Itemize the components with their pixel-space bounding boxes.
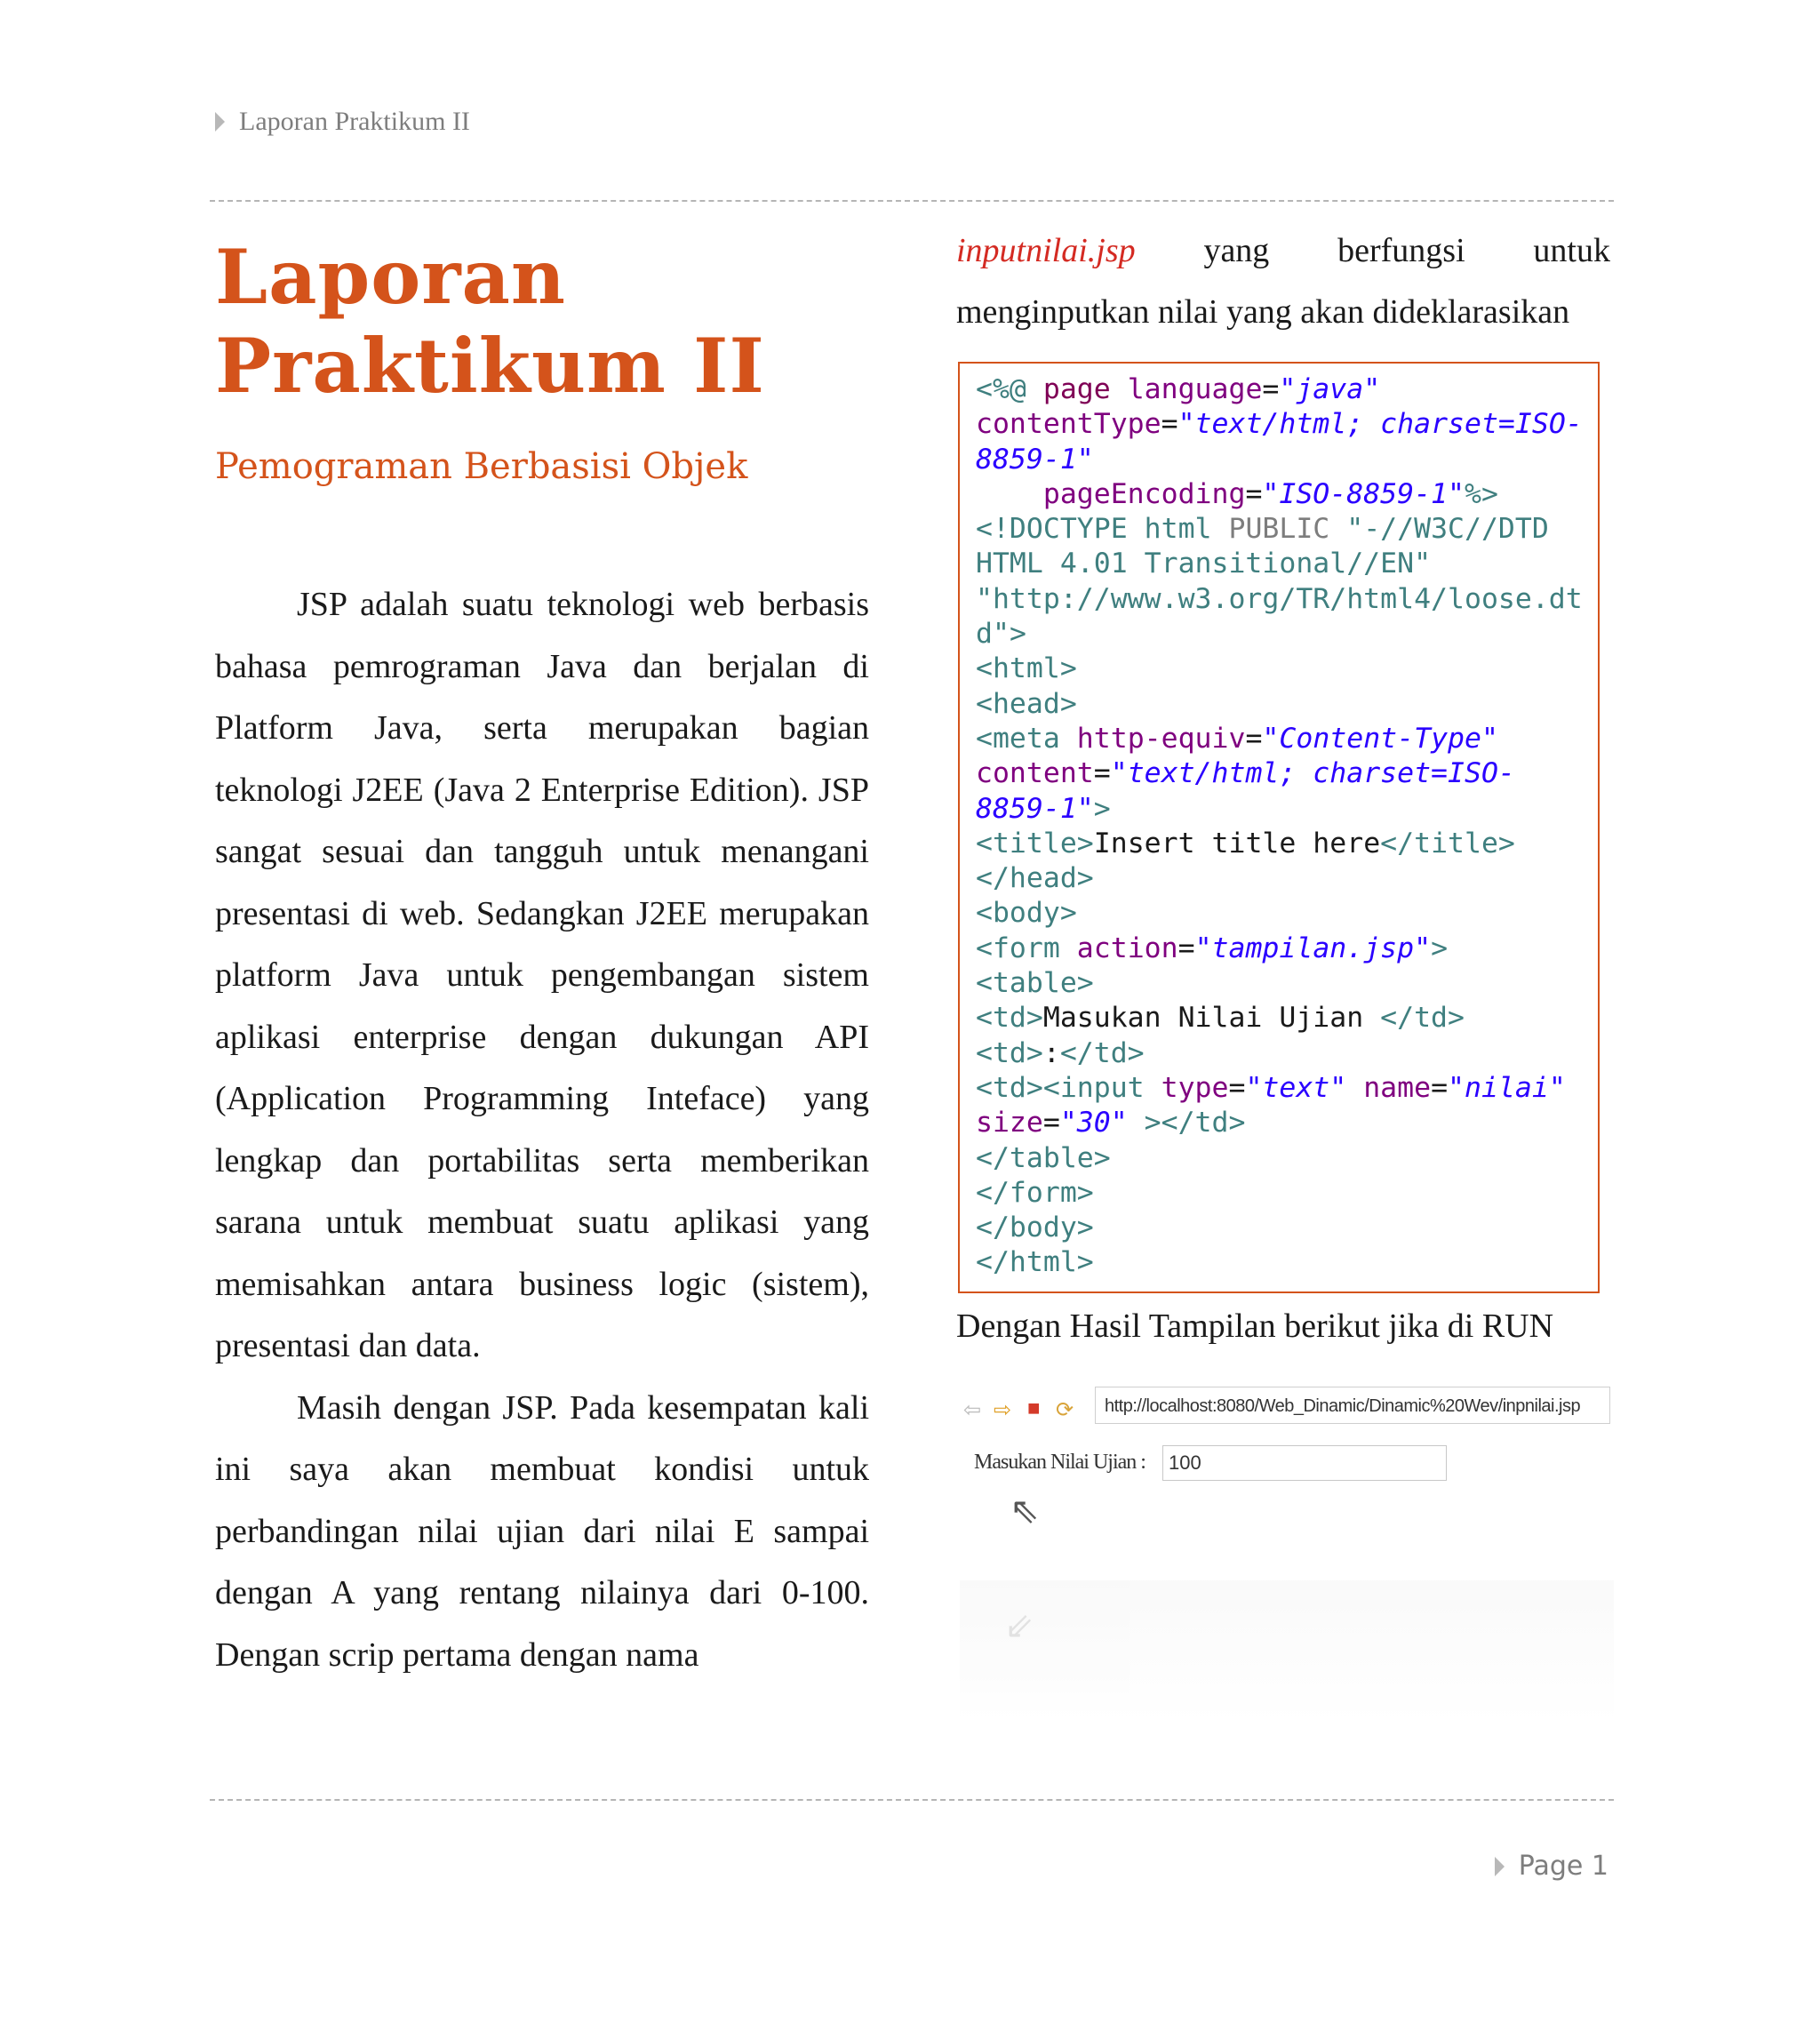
form-label: Masukan Nilai Ujian : (974, 1451, 1145, 1474)
code-listing (958, 362, 1600, 1293)
running-header (215, 107, 470, 137)
back-arrow-icon: ⇦ (963, 1399, 982, 1422)
forward-arrow-icon: ⇨ (994, 1399, 1012, 1422)
code-line: <html> (976, 652, 1077, 685)
code-line: d"> (976, 618, 1026, 651)
code-line: 8859-1"> (976, 792, 1111, 825)
address-bar: http://localhost:8080/Web_Dinamic/Dinamic%20Wev/inpnilai.jsp (1095, 1387, 1610, 1424)
header-text: Laporan Praktikum II (239, 107, 470, 136)
intro-text (956, 220, 1610, 343)
reflected-cursor-icon: ⇖ (1004, 1608, 1034, 1648)
code-line: <td>Masukan Nilai Ujian </td> (976, 1002, 1465, 1035)
code-line: </body> (976, 1211, 1094, 1244)
code-line: <head> (976, 687, 1077, 720)
code-line: 8859-1" (976, 443, 1094, 476)
intro-rest: yang berfungsi untuk menginputkan nilai yang akan dideklarasikan (956, 232, 1610, 331)
code-line: <body> (976, 897, 1077, 930)
paragraph-1: JSP adalah suatu teknologi web berbasis bahasa pemrograman Java dan berjalan di Platform Java, serta merupakan bagian teknologi J2EE (Java 2 Enterprise Edition). JSP sangat sesuai dan tangguh untuk menangani presentasi di web. Sedangkan J2EE merupakan platform Java untuk pengembangan sistem aplikasi enterprise dengan dukungan API (Application Programming Inteface) yang lengkap dan portabilitas serta memberikan sarana untuk membuat suatu aplikasi yang memisahkan antara business logic (sistem), presentasi dan data. (215, 586, 869, 1364)
document-title (215, 233, 869, 411)
code-line: </form> (976, 1176, 1094, 1209)
code-line: "http://www.w3.org/TR/html4/loose.dt (976, 582, 1583, 615)
page-number: Page 1 (1518, 1851, 1608, 1882)
left-column (215, 233, 869, 1686)
result-caption: Dengan Hasil Tampilan berikut jika di RUN (956, 1307, 1554, 1345)
mouse-cursor-icon: ⇖ (1010, 1491, 1040, 1531)
code-line: <td><input type="text" name="nilai" (976, 1071, 1566, 1104)
browser-toolbar (960, 1378, 1614, 1431)
code-line: <meta http-equiv="Content-Type" (976, 722, 1498, 755)
code-line: pageEncoding="ISO-8859-1"%> (1042, 477, 1498, 510)
screenshot-reflection (960, 1580, 1614, 1723)
stop-icon: ■ (1027, 1397, 1041, 1420)
code-line: contentType="text/html; charset=ISO- (976, 408, 1583, 441)
code-line: <form action="tampilan.jsp"> (976, 932, 1449, 964)
page-footer (1495, 1851, 1608, 1882)
footer-divider (210, 1799, 1614, 1801)
filename: inputnilai.jsp (956, 232, 1136, 269)
code-line: <%@ page language="java" (976, 373, 1381, 405)
code-line: <title>Insert title here</title> (976, 827, 1515, 860)
triangle-bullet-icon (1495, 1857, 1505, 1876)
header-divider (210, 200, 1614, 202)
code-line: <!DOCTYPE html PUBLIC "-//W3C//DTD (976, 513, 1549, 546)
code-line: </table> (976, 1141, 1111, 1174)
code-line: </html> (976, 1246, 1094, 1279)
document-subtitle: Pemograman Berbasisi Objek (215, 446, 748, 487)
code-line: content="text/html; charset=ISO- (976, 757, 1515, 790)
title-line-2: Praktikum II (215, 322, 765, 410)
code-line: <table> (976, 967, 1094, 1000)
code-line: <td>:</td> (976, 1036, 1145, 1069)
paragraph-2: Masih dengan JSP. Pada kesempatan kali ini saya akan membuat kondisi untuk perbandingan nilai ujian dari nilai E sampai dengan A yang rentang nilainya dari 0-100. Dengan scrip pertama dengan nama (215, 1388, 869, 1674)
code-line: size="30" ></td> (976, 1107, 1246, 1139)
title-line-1: Laporan (215, 233, 567, 321)
code-line: </head> (976, 862, 1094, 895)
browser-screenshot (960, 1378, 1614, 1648)
right-column-intro (956, 220, 1610, 343)
code-line: HTML 4.01 Transitional//EN" (976, 548, 1432, 580)
nilai-input: 100 (1162, 1445, 1447, 1481)
triangle-bullet-icon (215, 112, 225, 132)
refresh-icon: ⟳ (1056, 1399, 1074, 1422)
